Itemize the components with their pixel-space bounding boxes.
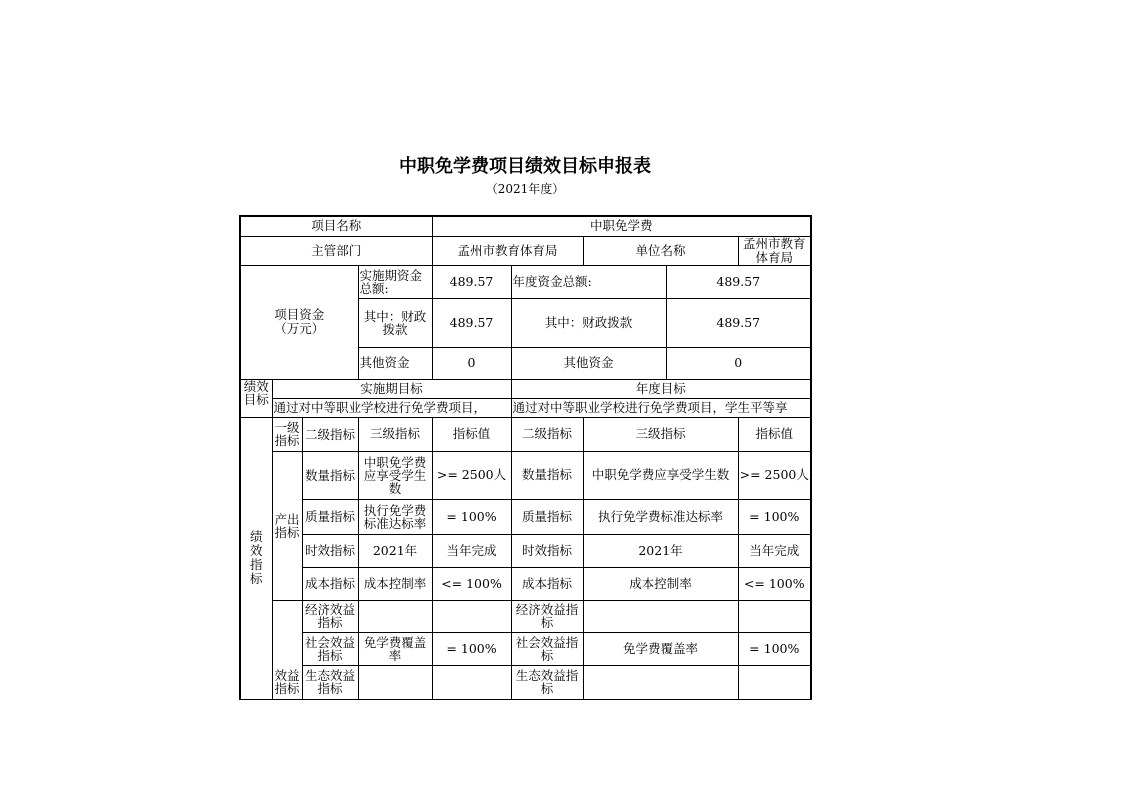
table-cell — [358, 600, 432, 632]
table-cell: 成本指标 — [511, 567, 583, 600]
table-cell: 时效指标 — [511, 534, 583, 567]
performance-table-sheet — [239, 215, 810, 696]
table-cell: 生态效益指标 — [511, 665, 583, 699]
goals-side-label: 绩效目标 — [240, 379, 272, 417]
page-subtitle: （2021年度） — [485, 182, 565, 196]
table-cell: 成本控制率 — [583, 567, 738, 600]
annual-other-value: 0 — [666, 347, 811, 379]
annual-goal-text: 通过对中等职业学校进行免学费项目，学生平等享 — [511, 398, 811, 417]
table-row: 数量指标 — [302, 451, 358, 499]
annual-fiscal-value: 489.57 — [666, 298, 811, 347]
table-row: 时效指标 — [302, 534, 358, 567]
funds-label: 项目资金 （万元） — [240, 265, 358, 379]
table-cell: 免学费覆盖率 — [583, 632, 738, 665]
table-cell: 数量指标 — [511, 451, 583, 499]
table-cell: 中职免学费应享受学生数 — [358, 451, 432, 499]
period-goal-header: 实施期目标 — [272, 379, 511, 398]
page-title: 中职免学费项目绩效目标申报表 — [399, 156, 651, 177]
benefit-indicator-label: 效益指标 — [272, 600, 302, 699]
table-cell: 免学费覆盖率 — [358, 632, 432, 665]
annual-total-value: 489.57 — [666, 265, 811, 298]
header-level3-annual: 三级指标 — [583, 417, 738, 451]
indicators-side-label: 绩效指标 — [240, 417, 272, 699]
table-cell: 当年完成 — [432, 534, 511, 567]
table-cell: 中职免学费应享受学生数 — [583, 451, 738, 499]
header-level3: 三级指标 — [358, 417, 432, 451]
table-cell: 经济效益指标 — [511, 600, 583, 632]
table-cell: 执行免学费标准达标率 — [358, 499, 432, 534]
table-cell: 执行免学费标准达标率 — [583, 499, 738, 534]
period-other-label: 其他资金 — [358, 347, 432, 379]
table-cell: = 100% — [738, 632, 811, 665]
table-cell — [583, 665, 738, 699]
table-cell — [432, 600, 511, 632]
project-name-value: 中职免学费 — [432, 216, 811, 236]
table-row: 生态效益指标 — [302, 665, 358, 699]
header-value-annual: 指标值 — [738, 417, 811, 451]
table-cell: 质量指标 — [511, 499, 583, 534]
period-fiscal-value: 489.57 — [432, 298, 511, 347]
annual-goal-header: 年度目标 — [511, 379, 811, 398]
table-cell — [583, 600, 738, 632]
table-cell — [358, 665, 432, 699]
table-cell: >= 2500人 — [432, 451, 511, 499]
table-cell: = 100% — [432, 499, 511, 534]
table-cell — [432, 665, 511, 699]
annual-other-label: 其他资金 — [511, 347, 666, 379]
header-level2: 二级指标 — [302, 417, 358, 451]
header-value: 指标值 — [432, 417, 511, 451]
table-cell — [738, 665, 811, 699]
annual-total-label: 年度资金总额: — [511, 265, 666, 298]
period-total-label: 实施期资金总额: — [358, 265, 432, 298]
dept-label: 主管部门 — [240, 236, 432, 265]
header-level1: 一级指标 — [272, 417, 302, 451]
table-cell: 2021年 — [583, 534, 738, 567]
table-row: 质量指标 — [302, 499, 358, 534]
table-row: 成本指标 — [302, 567, 358, 600]
table-cell: 成本控制率 — [358, 567, 432, 600]
annual-fiscal-label: 其中：财政拨款 — [511, 298, 666, 347]
period-goal-text: 通过对中等职业学校进行免学费项目， — [272, 398, 511, 417]
performance-table — [239, 215, 812, 700]
period-other-value: 0 — [432, 347, 511, 379]
table-row: 经济效益指标 — [302, 600, 358, 632]
table-cell: = 100% — [432, 632, 511, 665]
unit-value: 孟州市教育体育局 — [738, 236, 811, 265]
table-cell: <= 100% — [432, 567, 511, 600]
table-cell: 当年完成 — [738, 534, 811, 567]
header-level2-annual: 二级指标 — [511, 417, 583, 451]
table-cell: >= 2500人 — [738, 451, 811, 499]
table-cell: 2021年 — [358, 534, 432, 567]
period-total-value: 489.57 — [432, 265, 511, 298]
dept-value: 孟州市教育体育局 — [432, 236, 583, 265]
unit-label: 单位名称 — [583, 236, 738, 265]
output-indicator-label: 产出指标 — [272, 451, 302, 600]
table-cell: = 100% — [738, 499, 811, 534]
table-cell — [738, 600, 811, 632]
period-fiscal-label: 其中：财政拨款 — [358, 298, 432, 347]
table-row: 社会效益指标 — [302, 632, 358, 665]
table-cell: <= 100% — [738, 567, 811, 600]
table-cell: 社会效益指标 — [511, 632, 583, 665]
project-name-label: 项目名称 — [240, 216, 432, 236]
